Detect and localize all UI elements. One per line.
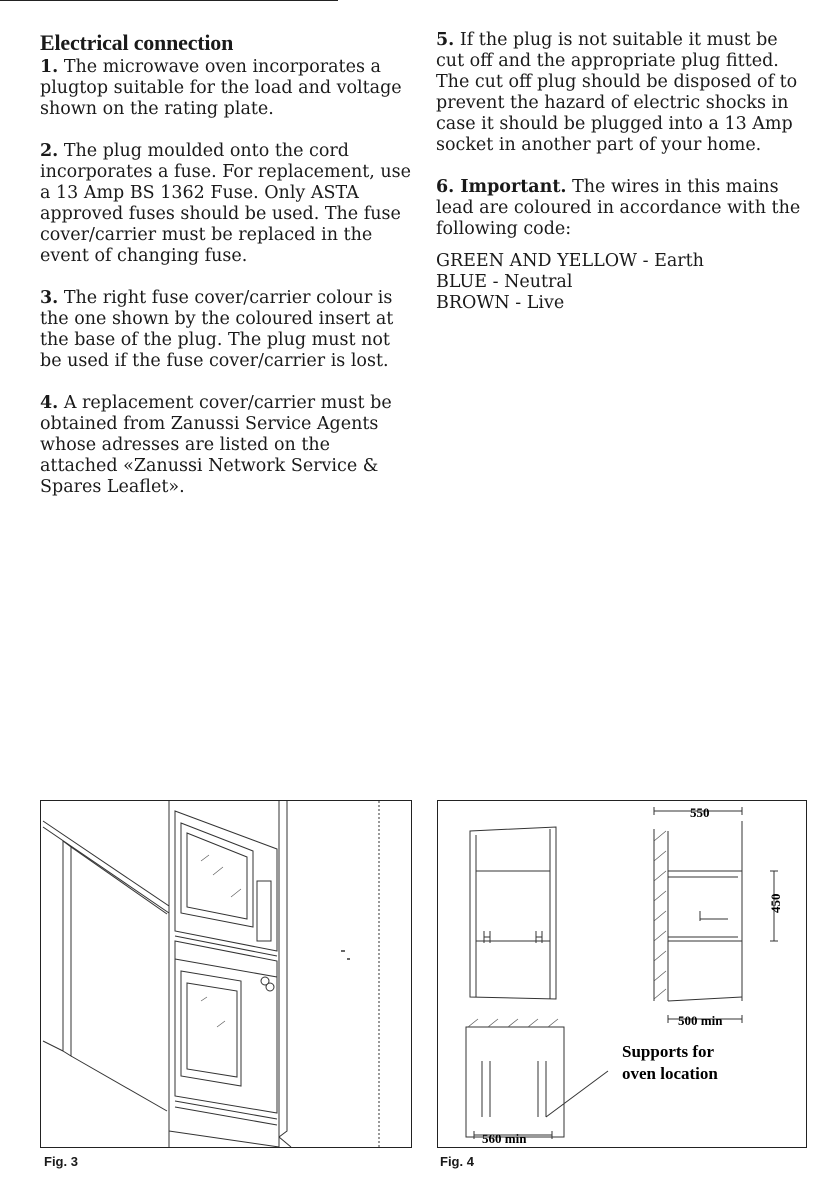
supports-label-line2: oven location	[622, 1064, 718, 1083]
item-text: If the plug is not suitable it must be cut off and the appropriate plug fitted. The cut off plug should be disposed of to prevent the hazard of electric shocks in case it should be plugged into a 13 Amp socket in another part of your home.	[436, 30, 798, 155]
figure-3-caption: Fig. 3	[44, 1154, 78, 1169]
wire-code-earth: GREEN AND YELLOW - Earth	[436, 251, 704, 271]
supports-label-line1: Supports for	[622, 1042, 715, 1061]
figure-4-caption: Fig. 4	[440, 1154, 474, 1169]
wire-code-live: BROWN - Live	[436, 293, 565, 313]
item-number: 3.	[40, 288, 59, 308]
item-number: 6. Important.	[436, 177, 567, 197]
item-text: The right fuse cover/carrier colour is the one shown by the coloured insert at the base of the plug. The plug must not be used if the fuse cover/carrier is lost.	[40, 288, 394, 371]
installation-dimensions-diagram	[438, 801, 806, 1147]
dim-450-label: 450	[768, 893, 783, 913]
kitchen-cabinet-illustration	[41, 801, 411, 1147]
section-heading: Electrical connection	[40, 30, 234, 55]
item-number: 4.	[40, 393, 59, 413]
item-5	[436, 30, 808, 156]
figure-4	[437, 800, 807, 1148]
item-6	[436, 177, 808, 240]
item-text: The wires in this mains lead are coloured in accordance with the following code:	[436, 177, 801, 239]
dim-550-label: 550	[690, 805, 710, 820]
wire-code-neutral: BLUE - Neutral	[436, 272, 573, 292]
item-number: 5.	[436, 30, 455, 50]
dim-560-label: 560 min	[482, 1131, 527, 1146]
figure-3	[40, 800, 412, 1148]
item-4	[40, 393, 412, 498]
item-text: A replacement cover/carrier must be obtained from Zanussi Service Agents whose adresses are listed on the attached «Zanussi Network Service & Spares Leaflet».	[40, 393, 392, 497]
item-text: The microwave oven incorporates a plugtop suitable for the load and voltage shown on the rating plate.	[40, 57, 402, 119]
top-rule	[0, 0, 338, 1]
right-column	[436, 30, 808, 314]
item-1	[40, 57, 412, 120]
dim-500-label: 500 min	[678, 1013, 723, 1028]
item-number: 2.	[40, 141, 59, 161]
left-column	[40, 30, 412, 519]
item-3	[40, 288, 412, 372]
item-number: 1.	[40, 57, 59, 77]
item-2	[40, 141, 412, 267]
wire-code-list	[436, 251, 808, 314]
item-text: The plug moulded onto the cord incorporates a fuse. For replacement, use a 13 Amp BS 1362 Fuse. Only ASTA approved fuses should be used. The fuse cover/carrier must be replaced in the event of changing fuse.	[40, 141, 411, 266]
